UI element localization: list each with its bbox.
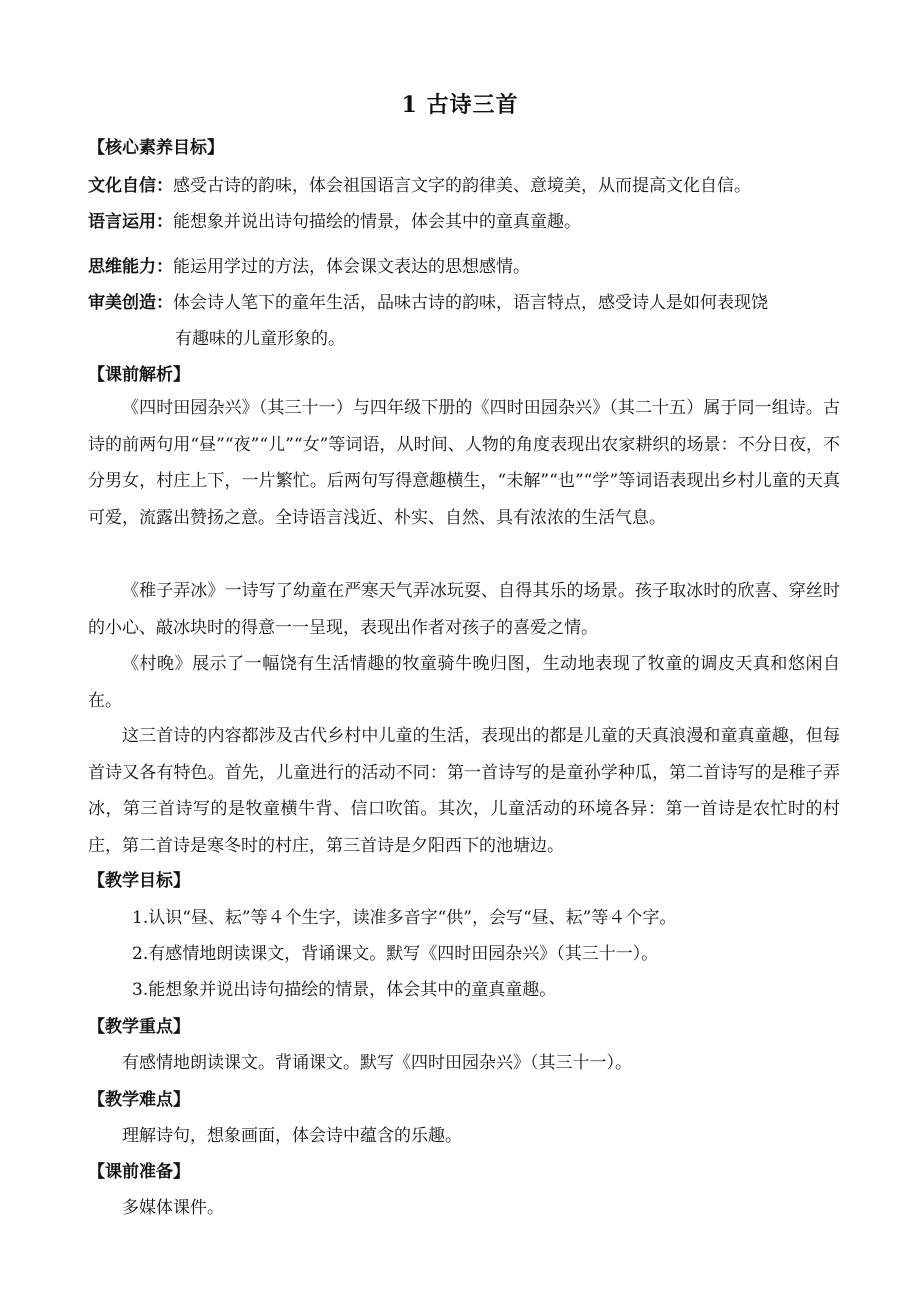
analysis-paragraph-4: 这三首诗的内容都涉及古代乡村中儿童的生活，表现出的都是儿童的天真浪漫和童真童趣，但每首诗又各有特色。首先，儿童进行的活动不同：第一首诗写的是童孙学种瓜，第二首诗写的是稚子弄冰，第三首诗写的是牧童横牛背、信口吹笛。其次，儿童活动的环境各异：第一首诗是农忙时的村庄，第二首诗是寒冬时的村庄，第三首诗是夕阳西下的池塘边。 [88, 726, 840, 856]
section-heading-teaching-goals: 【教学目标】 [88, 871, 190, 891]
teaching-goal-3: 3.能想象并说出诗句描绘的情景，体会其中的童真童趣。 [132, 980, 557, 1000]
core-goal-aesthetic-continuation: 有趣味的儿童形象的。 [175, 329, 345, 349]
analysis-paragraph-3: 《村晚》展示了一幅饶有生活情趣的牧童骑牛晚归图，生动地表现了牧童的调皮天真和悠闲自在。 [88, 654, 840, 711]
core-goal-text: 感受古诗的韵味，体会祖国语言文字的韵律美、意境美，从而提高文化自信。 [173, 176, 751, 196]
section-heading-difficulties: 【教学难点】 [88, 1090, 190, 1110]
core-goal-text: 能运用学过的方法，体会课文表达的思想感情。 [173, 257, 530, 277]
section-heading-pre-analysis: 【课前解析】 [88, 365, 190, 385]
teaching-goal-1: 1.认识“昼、耘”等４个生字，读准多音字“供”，会写“昼、耘”等４个字。 [132, 908, 677, 928]
section-heading-core-goals: 【核心素养目标】 [88, 138, 224, 158]
key-points-text: 有感情地朗读课文。背诵课文。默写《四时田园杂兴》（其三十一）。 [122, 1053, 632, 1073]
core-goal-culture [88, 171, 751, 196]
core-goal-label: 审美创造： [88, 293, 173, 313]
analysis-paragraph-2: 《稚子弄冰》一诗写了幼童在严寒天气弄冰玩耍、自得其乐的场景。孩子取冰时的欣喜、穿丝时的小心、敲冰块时的得意一一呈现，表现出作者对孩子的喜爱之情。 [88, 581, 840, 638]
analysis-paragraph-1: 《四时田园杂兴》（其三十一）与四年级下册的《四时田园杂兴》（其二十五）属于同一组诗。古诗的前两句用“昼”“夜”“儿”“女”等词语，从时间、人物的角度表现出农家耕织的场景：不分日夜，不分男女，村庄上下，一片繁忙。后两句写得意趣横生，“未解”“也”“学”等词语表现出乡村儿童的天真可爱，流露出赞扬之意。全诗语言浅近、朴实、自然、具有浓浓的生活气息。 [88, 398, 840, 528]
page-title: 1 古诗三首 [401, 92, 519, 118]
section-heading-key-points: 【教学重点】 [88, 1017, 190, 1037]
core-goal-text: 体会诗人笔下的童年生活，品味古诗的韵味，语言特点，感受诗人是如何表现饶 [173, 293, 768, 313]
teaching-goal-2: 2.有感情地朗读课文，背诵课文。默写《四时田园杂兴》（其三十一）。 [132, 944, 659, 964]
core-goal-label: 思维能力： [88, 257, 173, 277]
core-goal-text: 能想象并说出诗句描绘的情景，体会其中的童真童趣。 [173, 212, 581, 232]
core-goal-label: 语言运用： [88, 212, 173, 232]
section-heading-preparation: 【课前准备】 [88, 1162, 190, 1182]
core-goal-language [88, 207, 581, 232]
difficulties-text: 理解诗句，想象画面，体会诗中蕴含的乐趣。 [122, 1126, 462, 1146]
core-goal-label: 文化自信： [88, 176, 173, 196]
core-goal-thinking [88, 252, 530, 277]
core-goal-aesthetic [88, 288, 768, 313]
preparation-text: 多媒体课件。 [122, 1198, 224, 1218]
